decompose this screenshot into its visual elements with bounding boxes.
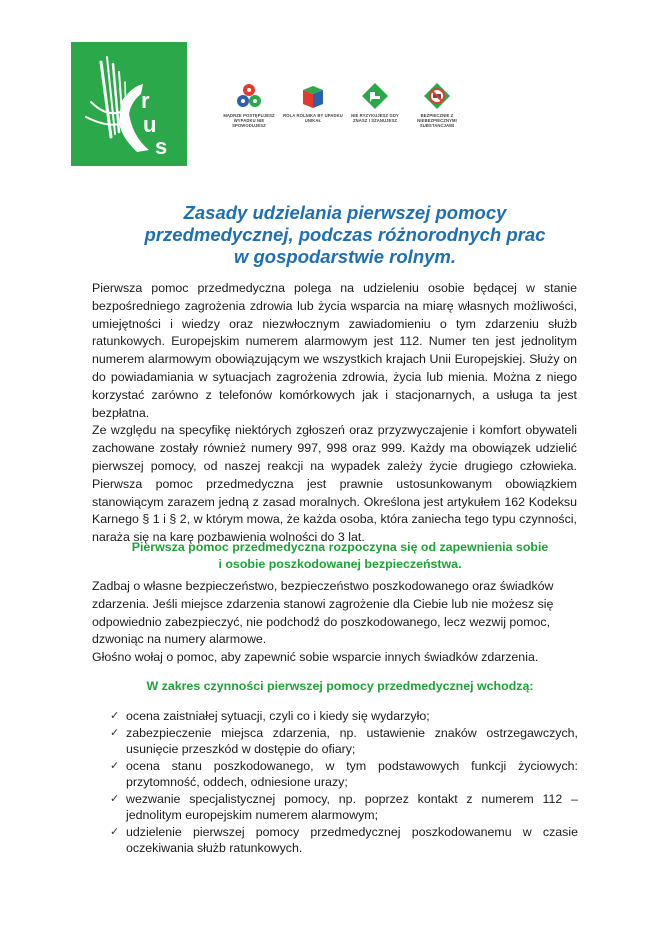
svg-text:r: r xyxy=(141,88,150,113)
badge-caption: BEZPIECZNIE Z NIEBEZPIECZNYMI SUBSTANCJAMI xyxy=(417,113,457,128)
badge-caption: MĄDRZE POSTĘPUJESZ WYPADKU NIE SPOWODUJESZ xyxy=(223,113,275,128)
campaign-badges xyxy=(218,82,468,140)
list-item-text: udzielenie pierwszej pomocy przedmedycznej poszkodowanemu w czasie oczekiwania służb ratunkowych. xyxy=(126,824,578,855)
list-item xyxy=(108,725,578,758)
safety-heading-line: i osobie poszkodowanej bezpieczeństwa. xyxy=(218,557,462,571)
svg-text:s: s xyxy=(155,134,168,159)
title-line: Zasady udzielania pierwszej pomocy xyxy=(183,202,507,223)
title-line: w gospodarstwie rolnym. xyxy=(233,246,457,267)
badge-bezpiecznie xyxy=(406,82,468,128)
title-line: przedmedycznej, podczas różnorodnych prac xyxy=(144,224,546,245)
list-item-text: ocena zaistniałej sytuacji, czyli co i kiedy się wydarzyło; xyxy=(126,709,430,723)
safety-heading-line: Pierwsza pomoc przedmedyczna rozpoczyna się od zapewnienia sobie xyxy=(131,540,549,554)
badge-caption: NIE RYZYKUJESZ GDY ZNASZ I SZANUJESZ xyxy=(351,113,399,123)
badge-rola-rolnika xyxy=(282,82,344,123)
hand-animal-icon xyxy=(361,82,389,110)
badge-caption: ROLA ROLNIKA BY UPADKU UNIKAŁ xyxy=(283,113,343,123)
gears-icon xyxy=(235,82,263,110)
safety-paragraph: Zadbaj o własne bezpieczeństwo, bezpieczeństwo poszkodowanego oraz świadków zdarzenia. Jeśli miejsce zdarzenia stanowi zagrożenie dla Ciebie lub nie możesz się odpowiednio zabezpieczyć, nie podchodź do poszkodowanego, lecz wezwij pomoc, dzwoniąc na numery alarmowe. xyxy=(92,579,554,647)
checkmark-icon: ✓ xyxy=(110,825,120,838)
cube-icon xyxy=(299,82,327,110)
list-item-text: ocena stanu poszkodowanego, w tym podstawowych funkcji życiowych: przytomność, oddech, odniesione urazy; xyxy=(126,758,578,789)
list-item xyxy=(108,791,578,824)
safety-heading xyxy=(120,539,560,573)
checkmark-icon: ✓ xyxy=(110,710,120,722)
svg-text:u: u xyxy=(143,112,157,137)
krus-logo xyxy=(71,42,187,166)
list-item xyxy=(108,708,578,725)
list-item xyxy=(108,758,578,791)
intro-paragraph: Pierwsza pomoc przedmedyczna polega na udzieleniu osobie będącej w stanie bezpośredniego zagrożenia zdrowia lub życia wsparcia na miarę własnych możliwości, umiejętności i wiedzy oraz niezwłocznym zawiadomieniu o tym zdarzeniu służb ratunkowych. Europejskim numerem alarmowym jest 112. Numer ten jest jednolitym numerem alarmowym obowiązującym we wszystkich krajach Unii Europejskiej. Służy on do powiadamiania w sytuacjach zagrożenia zdrowia, życia lub mienia. Można z niego korzystać zarówno z telefonów komórkowych jak i stacjonarnych, a usługa ta jest bezpłatna. xyxy=(92,281,577,420)
checkmark-icon: ✓ xyxy=(110,759,120,772)
list-item-text: zabezpieczenie miejsca zdarzenia, np. ustawienie znaków ostrzegawczych, usunięcie przeszkód w dostępie do ofiary; xyxy=(126,725,578,756)
safety-section xyxy=(92,578,577,667)
scope-heading: W zakres czynności pierwszej pomocy przedmedycznej wchodzą: xyxy=(146,679,534,693)
no-chemicals-icon xyxy=(423,82,451,110)
intro-section xyxy=(92,280,577,547)
checkmark-icon: ✓ xyxy=(110,792,120,805)
badge-nie-ryzykujesz xyxy=(344,82,406,123)
badge-madrze-postepujesz xyxy=(218,82,280,128)
list-item xyxy=(108,824,578,857)
document-title xyxy=(120,202,570,268)
list-item-text: wezwanie specjalistycznej pomocy, np. poprzez kontakt z numerem 112 – jednolitym europejskim numerem alarmowym; xyxy=(126,791,578,822)
safety-paragraph: Głośno wołaj o pomoc, aby zapewnić sobie wsparcie innych świadków zdarzenia. xyxy=(92,650,539,665)
scope-checklist xyxy=(108,708,578,857)
krus-logo-icon xyxy=(71,42,187,166)
checkmark-icon: ✓ xyxy=(110,726,120,739)
intro-paragraph: Ze względu na specyfikę niektórych zgłoszeń oraz przyzwyczajenie i komfort obywateli zachowane zostały również numery 997, 998 oraz 999. Każdy ma obowiązek udzielić pierwszej pomocy, od naszej reakcji na wypadek zależy życie drugiego człowieka. Pierwsza pomoc przedmedyczna jest prawnie ustosunkowanym obowiązkiem stanowiącym zarazem jedną z zasad moralnych. Określona jest artykułem 162 Kodeksu Karnego § 1 i § 2, w którym mowa, że każda osoba, która zaniecha tego typu czynności, naraża się na karę pozbawienia wolności do 3 lat. xyxy=(92,423,577,545)
